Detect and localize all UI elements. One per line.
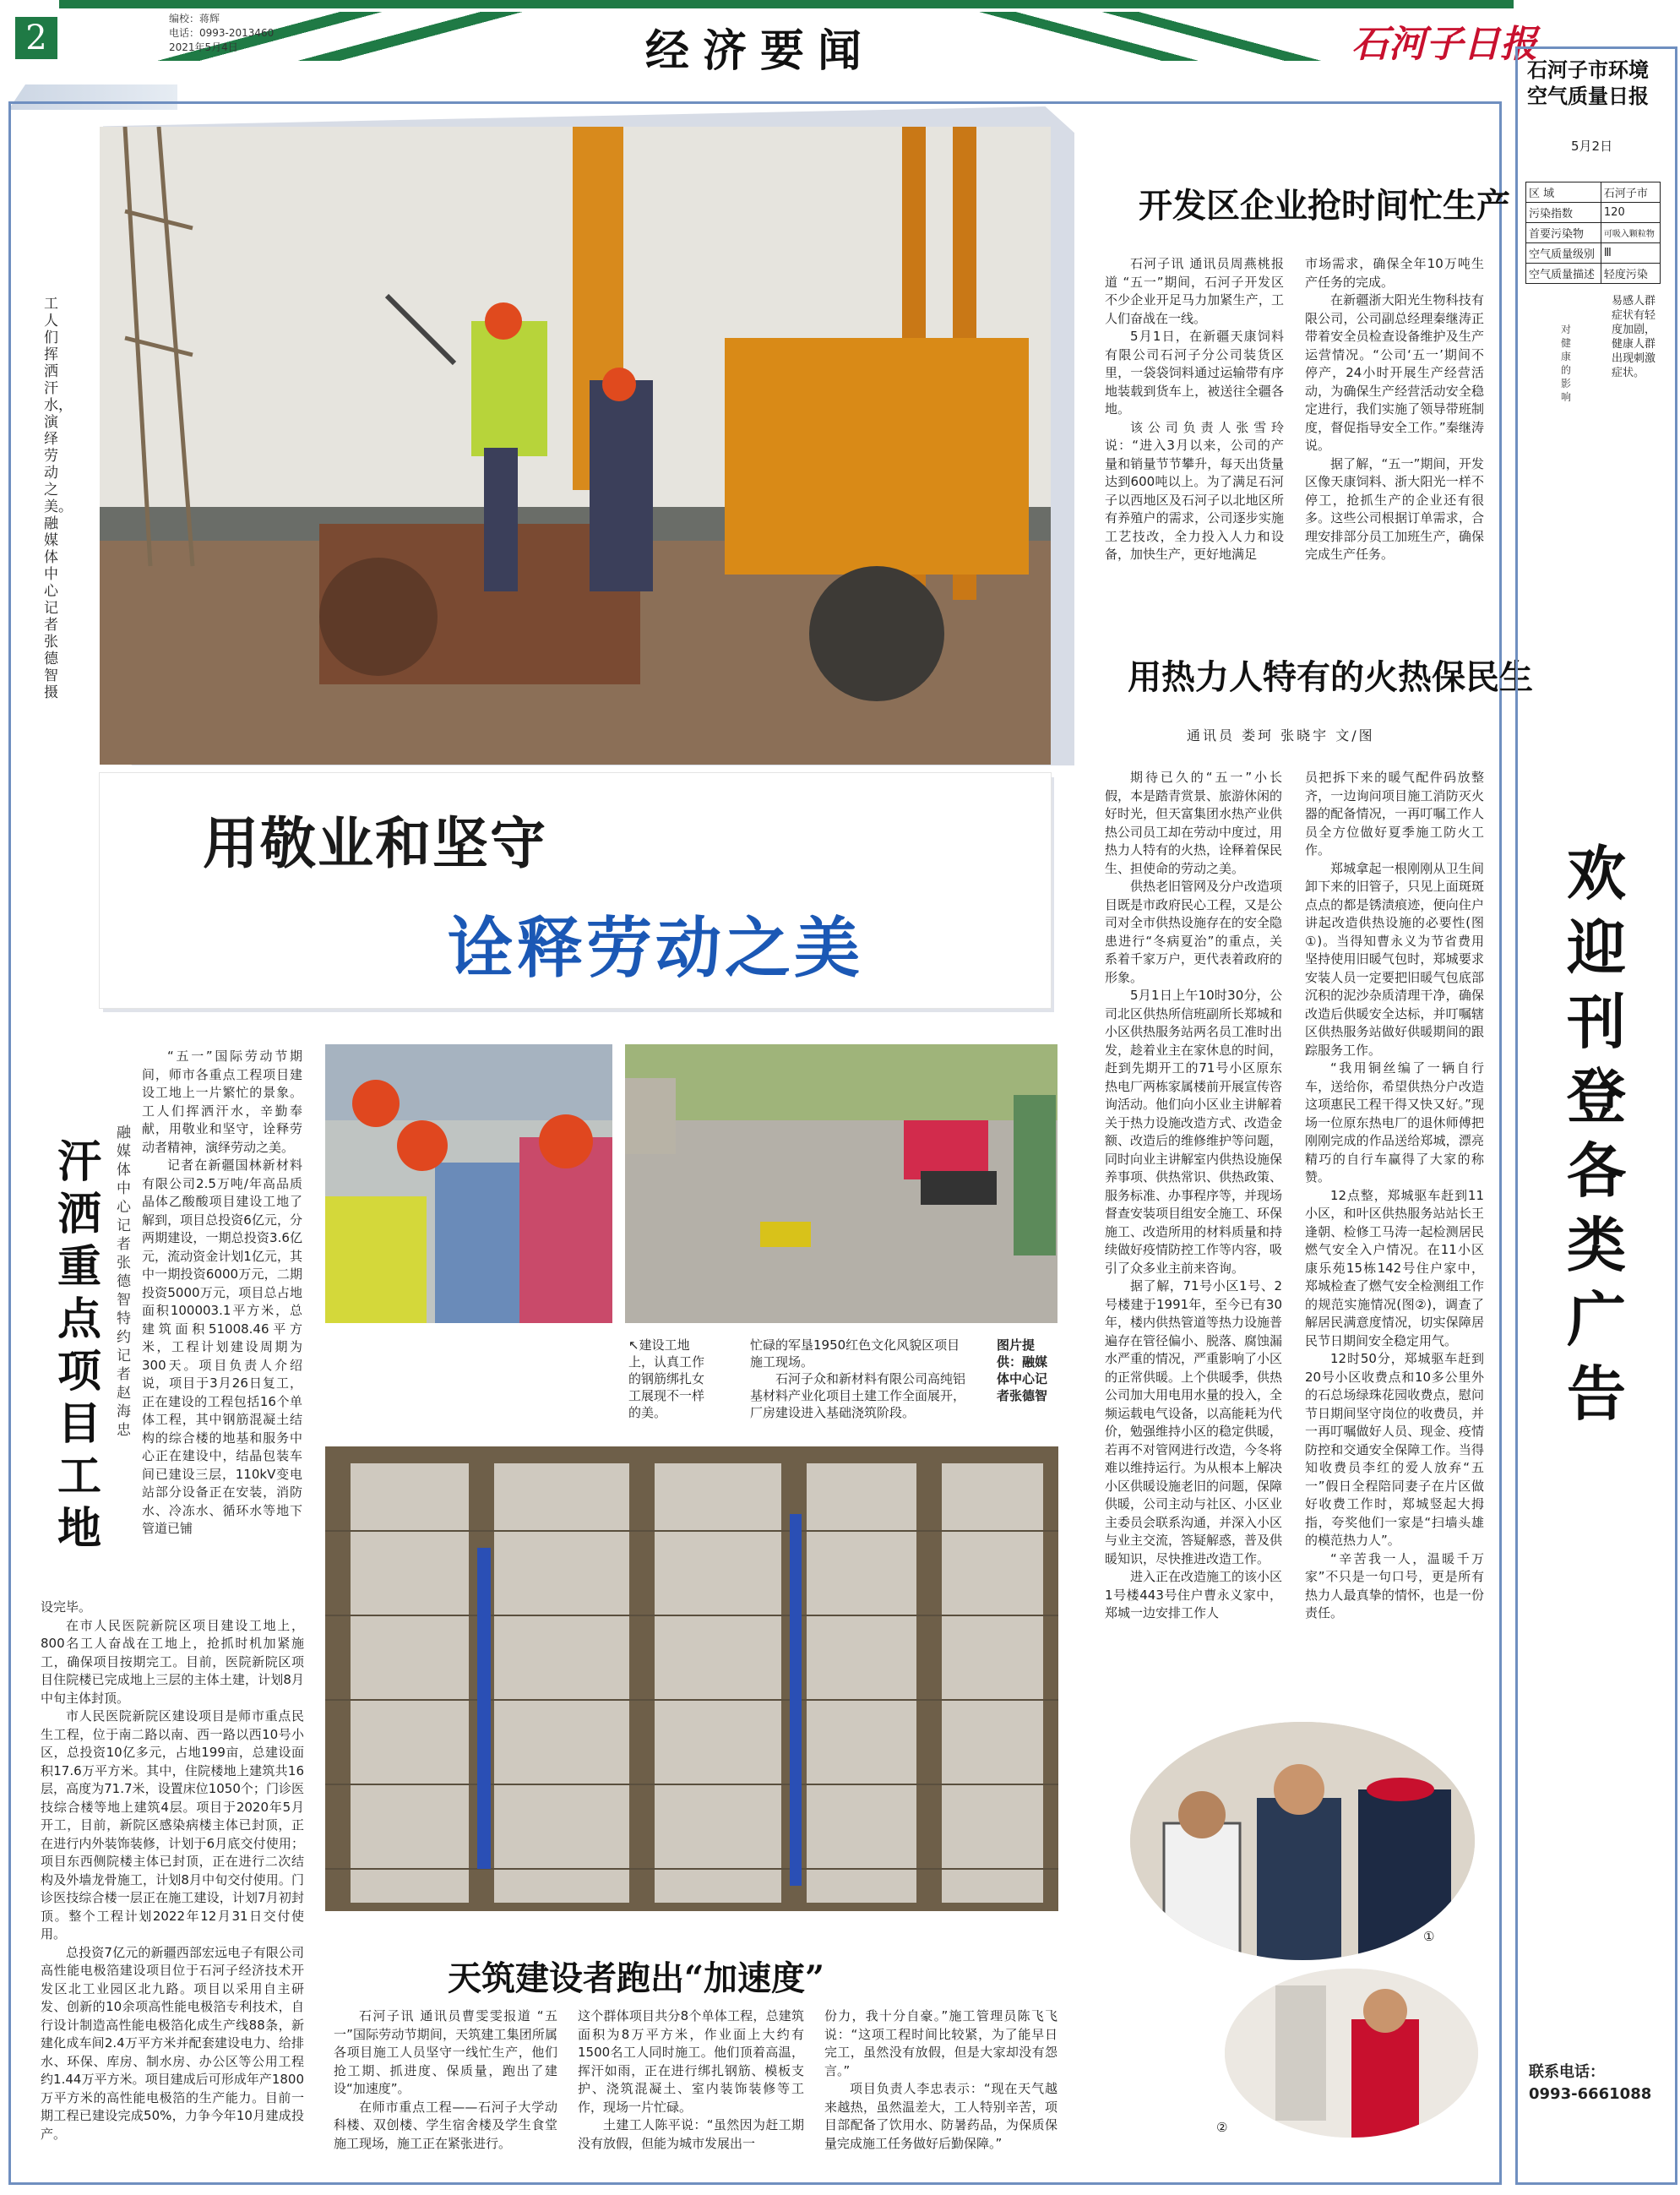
health-label: 对健康的影响 — [1561, 324, 1572, 403]
article2-title: 用热力人特有的火热保民生 — [1128, 657, 1533, 697]
section-title: 经济要闻 — [644, 25, 875, 77]
ad-slogan: 欢迎刊登各类广告 — [1567, 838, 1626, 1429]
paragraph: 员把拆下来的暖气配件码放整齐，一边询问项目施工消防灭火器的配备情况，一再叮嘱工作人员全方位做好夏季施工防火工作。 — [1305, 770, 1484, 858]
article1-col2 — [1305, 255, 1484, 564]
paragraph: “五一”国际劳动节期间，师市各重点工程项目建设工地上一片繁忙的景象。工人们挥洒汗水，辛勤奉献，用敬业和坚守，诠释劳动者精神，演绎劳动之美。 — [142, 1048, 302, 1155]
contact-label: 联系电话： — [1529, 2063, 1605, 2081]
paragraph: 郑城拿起一根刚刚从卫生间卸下来的旧管子，只见上面斑斑点点的都是锈渍痕迹，便向住户讲起改造供热设施的必要性(图①)。当得知曹永义为节省费用坚持使用旧暖气包时，郑城要求安装人员一定要把旧暖气包底部沉积的泥沙杂质清理干净，确保改造后供暖安全达标，并叮嘱辖区供热服务站做好供暖期间的跟踪服务工作。 — [1305, 860, 1484, 1058]
paragraph: 进入正在改造施工的该小区1号楼443号住户曹永义家中，郑城一边安排工作人 — [1105, 1569, 1283, 1620]
table-cell: 轻度污染 — [1601, 264, 1660, 284]
paragraph: 该公司负责人张雪玲说：“进入3月以来，公司的产量和销量节节攀升，每天出货量达到600吨以上。为了满足石河子以西地区及石河子以北地区所有养殖户的需求，公司逐步实施工艺技改，全力投入人力和设备，加快生产，更好地满足 — [1105, 419, 1284, 562]
hero-photo — [100, 127, 1051, 765]
table-row — [1526, 182, 1661, 203]
paragraph: 设完毕。 — [41, 1599, 92, 1615]
photo-site-illustration — [625, 1044, 1057, 1323]
paragraph: 市人民医院新院区建设项目是师市重点民生工程，位于南二路以南、西一路以西10号小区，总投资10亿多元，占地199亩，总建设面积17.6万平方米。其中，住院楼地上建筑共16层，高度为71.7米，设置床位1050个；门诊医技综合楼等地上建筑4层。项目于2020年5月开工，目前，新院区感染病楼主体已封顶，正在进行内外装饰装修，计划于6月底交付使用；项目东西侧院楼主体已封顶，正在进行二次结构及外墙龙骨施工，计划8月中旬交付使用。门诊医技综合楼一层正在施工建设，计划7月初封顶。整个工程计划2022年12月31日交付使用。 — [41, 1708, 304, 1942]
paragraph: 项目负责人李忠表示：“现在天气越来越热，虽然温差大，工人特别辛苦，项目部配备了饮用水、防暑药品，为保质保量完成施工任务做好后勤保障。” — [824, 2081, 1057, 2151]
article3-byline: 融媒体中心记者 张德智 特约记者 赵海忠 — [117, 1125, 131, 1439]
photo-site — [625, 1044, 1057, 1323]
table-cell: 空气质量级别 — [1526, 243, 1601, 264]
article1-col1 — [1105, 255, 1284, 564]
header-meta — [169, 12, 274, 55]
article4-col2 — [578, 2007, 804, 2153]
article2-byline: 通讯员 娄珂 张晓宇 文/图 — [1187, 727, 1375, 743]
article4-title: 天筑建设者跑出“加速度” — [448, 1958, 825, 1998]
table-row — [1526, 243, 1661, 264]
page-header — [0, 0, 1680, 77]
table-cell: 区 域 — [1526, 182, 1601, 203]
paragraph: 12点整，郑城驱车赶到11小区，和叶区供热服务站站长王逢朝、检修工马涛一起检测居民燃气安全入户情况。在11小区康乐苑15栋142号住户家中，郑城检查了燃气安全检测组工作的规范实施情况(图②)，调查了解居民满意度情况，切实保障居民节日期间安全稳定用气。 — [1305, 1187, 1484, 1348]
paragraph: 5月1日上午10时30分，公司北区供热所信班副所长郑城和小区供热服务站两名员工准时出发，趁着业主在家休息的时间，赶到先期开工的71号小区原东热电厂两栋家属楼前开展宣传咨询活动。他们向小区业主讲解着关于热力设施改造方式、改造金额、改造后的维修维护等问题，同时向业主讲解室内供热设施保养事项、供热常识、供热政策、服务标准、办事程序等，并现场督查安装项目组安全施工、环保施工、改造所用的材料质量和持续做好疫情防控工作等内容，吸引了众多业主前来咨询。 — [1105, 988, 1283, 1276]
paragraph: “我用铜丝编了一辆自行车，送给你，希望供热分户改造这项惠民工程干得又快又好。”现场一位原东热电厂的退休师傅把刚刚完成的作品送给郑城，漂亮精巧的自行车赢得了大家的称赞。 — [1305, 1060, 1484, 1185]
article3-col-top — [142, 1048, 302, 1539]
paragraph: 在新疆浙大阳光生物科技有限公司，公司副总经理秦继涛正带着安全员检查设备维护及生产运营情况。“公司‘五一’期间不停产，24小时开展生产经营活动，为确保生产经营活动安全稳定进行，我们实施了领导带班制度，督促指导安全工作。”秦继涛说。 — [1305, 292, 1484, 453]
paragraph: 期待已久的“五一”小长假，本是踏青赏景、旅游休闲的好时光，但天富集团水热产业供热公司员工却在劳动中度过，用热力人特有的火热，诠释着保民生、担使命的劳动之美。 — [1105, 770, 1283, 876]
health-effect: 易感人群症状有轻度加剧，健康人群出现刺激症状。 — [1612, 295, 1656, 379]
table-cell: 石河子市 — [1601, 182, 1660, 203]
article3-headline: 汗洒重点项目工地 — [57, 1136, 102, 1555]
paragraph: 石河子讯 通讯员周燕桃报道 “五一”期间，石河子开发区不少企业开足马力加紧生产，工人们奋战在一线。 — [1105, 256, 1284, 326]
masthead-logo: 石河子日报 — [1351, 23, 1537, 66]
paragraph: 在师市重点工程——石河子大学动科楼、双创楼、学生宿舍楼及学生食堂施工现场，施工正在紧张进行。 — [334, 2099, 557, 2151]
contact — [1529, 2062, 1651, 2105]
table-cell: Ⅲ — [1601, 243, 1660, 264]
editor: 编校：蒋辉 — [169, 13, 220, 25]
paragraph: 据了解，71号小区1号、2号楼建于1991年，至今已有30年，楼内供热管道等热力设施普遍存在管径偏小、脱落、腐蚀漏水严重的情况，严重影响了小区的正常供暖。上个供暖季，供热公司加大用电用水量的投入，全频运载电气设备，以高能耗为代价，勉强维持小区的稳定供暖，若再不对管网进行改造，今冬将难以维持运行。为从根本上解决小区供暖设施老旧的问题，保障供暖，公司主动与社区、小区业主委员会联系沟通，并深入小区与业主交流，答疑解惑，普及供暖知识，尽快推进改造工作。 — [1105, 1278, 1283, 1566]
table-row — [1526, 264, 1661, 284]
caption-a: ↖建设工地上，认真工作的钢筋绑扎女工展现不一样的美。 — [628, 1337, 705, 1420]
paragraph: 市场需求，确保全年10万吨生产任务的完成。 — [1305, 256, 1484, 290]
article3-col-bottom — [41, 1599, 304, 2143]
photo-workers-illustration — [325, 1044, 612, 1323]
header-stripe-left — [59, 12, 579, 61]
photo-1 — [1130, 1722, 1475, 1960]
photo-1-label: ① — [1423, 1929, 1435, 1944]
article1-title: 开发区企业抢时间忙生产 — [1139, 186, 1510, 226]
paragraph: 记者在新疆国林新材料有限公司2.5万吨/年高品质晶体乙酸酸项目建设工地了解到，项目总投资6亿元，分两期建设，一期总投资3.6亿元，流动资金计划1亿元，其中一期投资6000万元，二期投资5000万元，项目总占地面积100003.1平方米，总建筑面积51008.46平方米，工程计划建设周期为300天。项目负责人介绍说，项目于3月26日复工，正在建设的工程包括16个单体工程，其中钢筋混凝土结构的综合楼的地基和服务中心正在建设中，结晶包装车间已建设三层，110kV变电站部分设备正在安装，消防水、冷冻水、循环水等地下管道已铺 — [142, 1157, 302, 1536]
air-quality-date: 5月2日 — [1571, 139, 1613, 154]
table-row — [1526, 203, 1661, 223]
paragraph: 总投资7亿元的新疆西部宏远电子有限公司高性能电极箔建设项目位于石河子经济技术开发区北工业园区北九路。项目以采用自主研发、创新的10余项高性能电极箔专利技术，自行设计制造高性能电极箔化成生产线88条，新建化成车间2.4万平方米并配套建设电力、给排水、环保、库房、制水房、办公区等公用工程约1.44万平方米。项目建成后可形成年产1800万平方米的高性能电极箔的生产能力。目前一期工程已建设完成50%，力争今年10月建成投产。 — [41, 1944, 304, 2142]
contact-phone: 0993-6661088 — [1529, 2085, 1652, 2103]
table-cell: 首要污染物 — [1526, 223, 1601, 243]
table-row — [1526, 223, 1661, 243]
paragraph: 在市人民医院新院区项目建设工地上，800名工人奋战在工地上，抢抓时机加紧施工，确保项目按期完工。目前，医院新院区项目住院楼已完成地上三层的主体土建，计划8月中旬主体封顶。 — [41, 1617, 304, 1706]
paragraph: 石河子讯 通讯员曹雯雯报道 “五一”国际劳动节期间，天筑建工集团所属各项目施工人员坚守一线忙生产，他们抢工期、抓进度、保质量，跑出了建设“加速度”。 — [334, 2008, 557, 2096]
issue-date: 2021年5月4日 — [169, 41, 238, 53]
article2-col2 — [1305, 769, 1484, 1623]
hero-photo-illustration — [100, 127, 1051, 765]
photo-1-illustration — [1130, 1722, 1475, 1960]
table-cell: 污染指数 — [1526, 203, 1601, 223]
paragraph: 12时50分，郑城驱车赶到20号小区收费点和10多公里外的石总场绿珠花园收费点，慰问节日期间坚守岗位的收费员，并一再叮嘱做好人员、现金、疫情防控和交通安全保障工作。当得知收费员李红的爱人放弃“五一”假日全程陪同妻子在片区做好收费工作时，郑城竖起大拇指，夸奖他们一家是“扫墙头雄的模范热力人”。 — [1305, 1351, 1484, 1548]
air-quality-table — [1525, 182, 1661, 284]
air-quality-title: 石河子市环境空气质量日报 — [1527, 58, 1649, 108]
table-cell: 空气质量描述 — [1526, 264, 1601, 284]
table-cell: 可吸入颗粒物 — [1601, 223, 1660, 243]
phone: 电话：0993-2013460 — [169, 27, 275, 39]
caption-c: 石河子众和新材料有限公司高纯铝基材料产业化项目土建工作全面展开，厂房建设进入基础浇筑阶段。 — [750, 1371, 966, 1420]
photo-2-illustration — [1225, 1969, 1478, 2138]
article4-col1 — [334, 2007, 557, 2153]
article4-col3 — [824, 2007, 1057, 2153]
paragraph: 据了解，“五一”期间，开发区像天康饲料、浙大阳光一样不停工，抢抓生产的企业还有很多。这些公司根据订单需求，合理安排部分员工加班生产，确保完成生产任务。 — [1305, 455, 1484, 562]
photo-2 — [1225, 1969, 1478, 2138]
caption-b: 忙碌的军垦1950红色文化风貌区项目施工现场。 — [750, 1337, 960, 1370]
paragraph: 供热老旧管网及分户改造项目既是市政府民心工程，又是公司对全市供热设施存在的安全隐患进行“冬病夏治”的重点，关系着千家万户，更代表着政府的形象。 — [1105, 879, 1283, 985]
photo-2-label: ② — [1216, 2120, 1228, 2135]
photo-rebar-illustration — [325, 1446, 1058, 1911]
hero-caption: 工人们挥洒汗水，演绎劳动之美。 融媒体中心记者张德智摄 — [44, 296, 73, 701]
page-number: 2 — [15, 17, 57, 59]
header-stripe-right — [916, 12, 1347, 61]
paragraph: 5月1日，在新疆天康饲料有限公司石河子分公司装货区里，一袋袋饲料通过运输带有序地装载到货车上，被送往全疆各地。 — [1105, 329, 1284, 417]
main-headline-line2: 诠释劳动之美 — [448, 911, 864, 987]
photo-rebar — [325, 1446, 1058, 1911]
paragraph: 份力，我十分自豪。”施工管理员陈飞飞说：“这项工程时间比较紧，为了能早日完工，虽然没有放假，但是大家却没有怨言。” — [824, 2008, 1057, 2078]
paragraph: “辛苦我一人，温暖千万家”不只是一句口号，更是所有热力人最真挚的情怀，也是一份责任。 — [1305, 1550, 1484, 1620]
main-headline-line1: 用敬业和坚守 — [203, 811, 547, 876]
caption-credit: 图片提供：融媒体中心记者张德智 — [997, 1337, 1048, 1403]
photo-workers — [325, 1044, 612, 1323]
caption-bc — [750, 1337, 971, 1421]
article2-col1 — [1105, 769, 1282, 1623]
header-rule — [59, 0, 1514, 8]
paragraph: 土建工人陈平说：“虽然因为赶工期没有放假，但能为城市发展出一 — [578, 2117, 804, 2151]
paragraph: 这个群体项目共分8个单体工程，总建筑面积为8万平方米，作业面上大约有1500名工人同时施工。他们顶着高温，挥汗如雨，正在进行绑扎钢筋、模板支护、浇筑混凝土、室内装饰装修等工作，现场一片忙碌。 — [578, 2008, 804, 2115]
table-cell: 120 — [1601, 203, 1660, 223]
